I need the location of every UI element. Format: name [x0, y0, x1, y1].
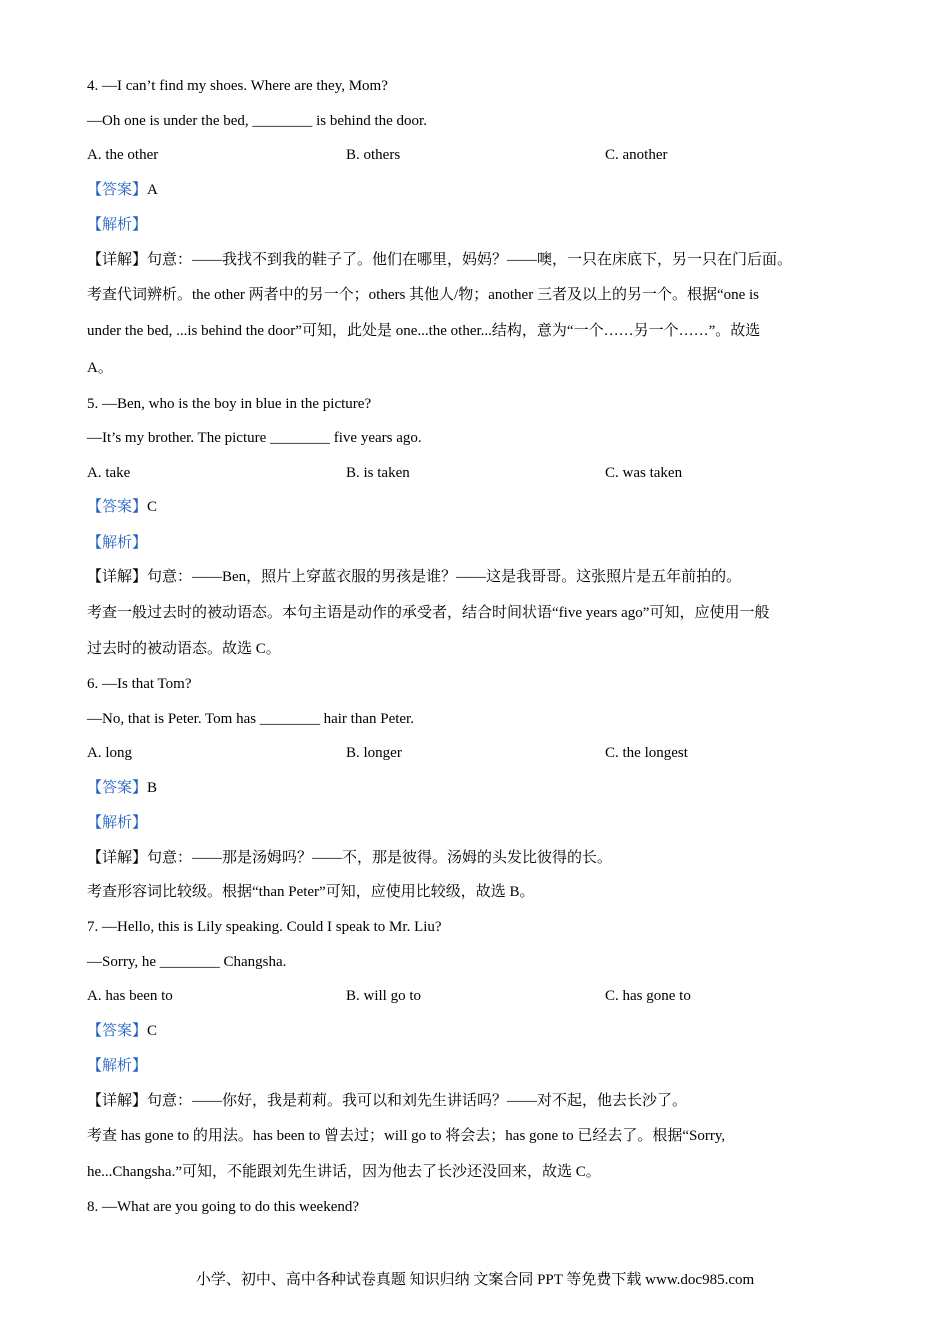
q7-reply: —Sorry, he ________ Changsha.: [87, 954, 287, 970]
detail-text: 句意：——那是汤姆吗？——不，那是彼得。汤姆的头发比彼得的长。: [147, 850, 613, 866]
q4-analysis-heading: [87, 215, 147, 235]
detail-tag: 【详解】: [87, 1093, 148, 1109]
q5-option-a: A. take: [87, 465, 131, 481]
q5-analysis-heading: [87, 533, 147, 553]
q6-option-b: B. longer: [346, 745, 402, 761]
answer-value: C: [147, 499, 158, 515]
q4-detail-line-3: under the bed, ...is behind the door”可知，此处是 one...the other...结构，意为“一个……另一个……”。故选: [87, 323, 761, 339]
answer-tag: 【答案】: [87, 182, 148, 198]
q4-stem: 4. —I can’t find my shoes. Where are they, Mom?: [87, 78, 388, 94]
q6-reply: —No, that is Peter. Tom has ________ hair than Peter.: [87, 711, 414, 727]
q5-answer: [87, 497, 157, 517]
q5-reply: —It’s my brother. The picture ________ five years ago.: [87, 430, 422, 446]
q6-detail-line-1: [87, 848, 612, 868]
detail-text: 句意：——Ben，照片上穿蓝衣服的男孩是谁？——这是我哥哥。这张照片是五年前拍的。: [147, 569, 742, 585]
q7-stem: 7. —Hello, this is Lily speaking. Could I speak to Mr. Liu?: [87, 919, 442, 935]
answer-tag: 【答案】: [87, 780, 148, 796]
q8-stem: 8. —What are you going to do this weekend?: [87, 1199, 360, 1215]
detail-text: 句意：——我找不到我的鞋子了。他们在哪里，妈妈？——噢，一只在床底下，另一只在门后面。: [147, 252, 793, 268]
q7-option-c: C. has gone to: [605, 988, 691, 1004]
page-footer: 小学、初中、高中各种试卷真题 知识归纳 文案合同 PPT 等免费下载 www.doc985.com: [195, 1272, 755, 1288]
q6-option-c: C. the longest: [605, 745, 688, 761]
q4-answer: [87, 180, 158, 200]
answer-tag: 【答案】: [87, 499, 148, 515]
q4-detail-line-2: 考查代词辨析。the other 两者中的另一个；others 其他人/物；another 三者及以上的另一个。根据“one is: [87, 287, 760, 303]
q7-option-b: B. will go to: [346, 988, 422, 1004]
detail-tag: 【详解】: [87, 569, 148, 585]
q7-answer: [87, 1021, 157, 1041]
answer-value: A: [147, 182, 158, 198]
q4-detail-line-1: [87, 250, 792, 270]
q5-detail-line-2: 考查一般过去时的被动语态。本句主语是动作的承受者，结合时间状语“five years ago”可知，应使用一般: [87, 605, 770, 621]
q6-stem: 6. —Is that Tom?: [87, 676, 192, 692]
answer-value: B: [147, 780, 158, 796]
q7-option-a: A. has been to: [87, 988, 173, 1004]
q7-detail-line-2: 考查 has gone to 的用法。has been to 曾去过；will go to 将会去；has gone to 已经去了。根据“Sorry,: [87, 1128, 726, 1144]
analysis-tag: 【解析】: [87, 1058, 148, 1074]
detail-tag: 【详解】: [87, 252, 148, 268]
q5-detail-line-3: 过去时的被动语态。故选 C。: [87, 641, 281, 657]
q4-option-b: B. others: [346, 147, 401, 163]
q5-detail-line-1: [87, 567, 741, 587]
q4-option-a: A. the other: [87, 147, 159, 163]
detail-text: 句意：——你好，我是莉莉。我可以和刘先生讲话吗？——对不起，他去长沙了。: [147, 1093, 688, 1109]
q4-detail-line-4: A。: [87, 360, 113, 376]
analysis-tag: 【解析】: [87, 217, 148, 233]
q4-option-c: C. another: [605, 147, 668, 163]
detail-tag: 【详解】: [87, 850, 148, 866]
q5-stem: 5. —Ben, who is the boy in blue in the picture?: [87, 396, 372, 412]
q7-analysis-heading: [87, 1056, 147, 1076]
q6-analysis-heading: [87, 813, 147, 833]
q5-option-c: C. was taken: [605, 465, 683, 481]
answer-value: C: [147, 1023, 158, 1039]
q7-detail-line-1: [87, 1091, 687, 1111]
q4-reply: —Oh one is under the bed, ________ is behind the door.: [87, 113, 427, 129]
q5-option-b: B. is taken: [346, 465, 410, 481]
q6-detail-line-2: 考查形容词比较级。根据“than Peter”可知，应使用比较级，故选 B。: [87, 884, 535, 900]
q6-answer: [87, 778, 157, 798]
analysis-tag: 【解析】: [87, 535, 148, 551]
answer-tag: 【答案】: [87, 1023, 148, 1039]
q7-detail-line-3: he...Changsha.”可知，不能跟刘先生讲话，因为他去了长沙还没回来，故选 C。: [87, 1164, 601, 1180]
q6-option-a: A. long: [87, 745, 132, 761]
analysis-tag: 【解析】: [87, 815, 148, 831]
